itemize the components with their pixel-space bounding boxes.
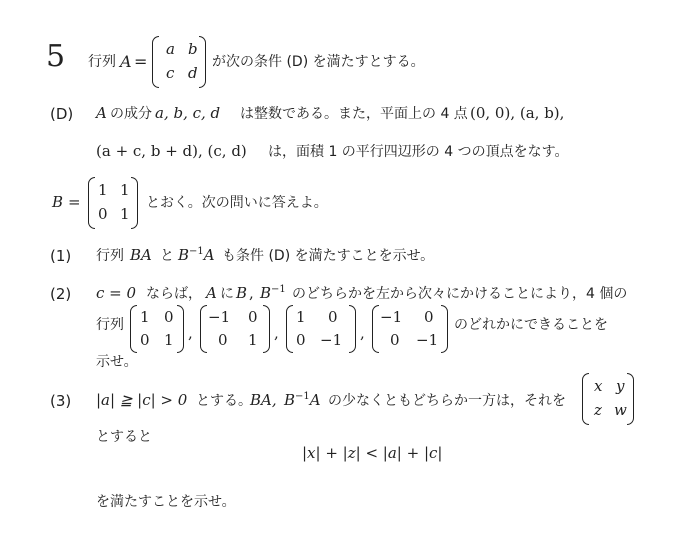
q2-text1: ならば， (146, 286, 202, 302)
matrix-b (88, 177, 138, 229)
q3-binv (284, 393, 321, 408)
matrix-cell: x (594, 377, 603, 395)
q3-text2: の少なくともどちらか一方は，それを (328, 393, 566, 409)
q2-label: (2) (50, 285, 72, 303)
q3-label: (3) (50, 392, 72, 410)
matrix-cell: 1 (140, 308, 150, 326)
intro-matrix-name: A (120, 52, 132, 71)
matrix-cell: 0 (328, 308, 338, 326)
intro-suffix: が次の条件 (D) を満たすとする。 (212, 54, 425, 70)
matrix-comma: , (360, 324, 365, 342)
matrix-cell: 1 (98, 181, 108, 199)
q2-cond: c = 0 (96, 284, 137, 302)
matrix-cell: −1 (320, 331, 343, 349)
q1-binv-tail: A (203, 246, 215, 264)
q2-line3: 示せ。 (96, 354, 138, 370)
matrix-cell: 0 (218, 331, 228, 349)
matrix-cell: 0 (424, 308, 434, 326)
intro-eq: = (134, 52, 148, 71)
right-bracket (627, 373, 634, 425)
matrix-comma: , (188, 324, 193, 342)
left-bracket (88, 177, 95, 229)
matrix-cell: −1 (416, 331, 439, 349)
b-eq: = (68, 193, 81, 211)
matrix-cell: b (188, 40, 198, 58)
q3-text1: とする。 (196, 393, 252, 409)
matrix-cell: 0 (248, 308, 258, 326)
left-bracket (152, 36, 159, 88)
right-bracket (131, 177, 138, 229)
q3-ba: BA, (250, 391, 277, 409)
matrix-option-4 (372, 305, 448, 353)
condition-label: (D) (50, 105, 74, 123)
intro-prefix: 行列 (88, 54, 116, 70)
b-suffix: とおく。次の問いに答えよ。 (146, 195, 328, 211)
q2-binv-sup: −1 (271, 284, 286, 295)
q3-line2: とすると (96, 429, 152, 445)
q1-binv-sup: −1 (189, 246, 204, 257)
q1-label: (1) (50, 247, 72, 265)
right-bracket (441, 305, 448, 353)
matrix-cell: 0 (296, 331, 306, 349)
matrix-cell: 0 (164, 308, 174, 326)
q3-binv-base: B (284, 391, 296, 409)
q2-sep: , (249, 284, 254, 302)
right-bracket (349, 305, 356, 353)
right-bracket (263, 305, 270, 353)
matrix-comma: , (274, 324, 279, 342)
matrix-cell: 1 (296, 308, 306, 326)
matrix-cell: 0 (98, 205, 108, 223)
matrix-option-1 (130, 305, 184, 353)
left-bracket (200, 305, 207, 353)
q1-prefix: 行列 (96, 248, 124, 264)
q3-binv-tail: A (309, 391, 321, 409)
q1-binv-base: B (178, 246, 190, 264)
condition-points-2: (a + c, b + d), (c, d) (96, 142, 247, 160)
q2-text3: のどちらかを左から次々にかけることにより，4 個の (292, 286, 628, 302)
q3-line3: を満たすことを示せ。 (96, 494, 236, 510)
right-bracket (199, 36, 206, 88)
matrix-option-3 (286, 305, 356, 353)
left-bracket (130, 305, 137, 353)
q2-var-b: B (236, 284, 248, 302)
matrix-cell: y (616, 377, 625, 395)
condition-text: の成分 (110, 106, 152, 122)
q2-binv-base: B (260, 284, 272, 302)
matrix-cell: 1 (120, 181, 130, 199)
q2-var-a: A (206, 284, 217, 302)
matrix-cell: c (166, 64, 175, 82)
q2-text2: に (220, 286, 234, 302)
matrix-cell: 0 (140, 331, 150, 349)
matrix-cell: −1 (208, 308, 231, 326)
matrix-cell: 1 (248, 331, 258, 349)
q2-line2-suffix: のどれかにできることを (454, 317, 608, 333)
q1-and: と (160, 248, 174, 264)
matrix-xyzw (582, 373, 634, 425)
b-name: B (52, 193, 64, 211)
matrix-cell: 1 (120, 205, 130, 223)
q2-binv (260, 286, 286, 301)
matrix-cell: z (594, 401, 602, 419)
matrix-cell: a (166, 40, 175, 58)
left-bracket (286, 305, 293, 353)
matrix-cell: d (188, 64, 198, 82)
matrix-cell: w (614, 401, 627, 419)
matrix-cell: 1 (164, 331, 174, 349)
left-bracket (372, 305, 379, 353)
matrix-option-2 (200, 305, 270, 353)
condition-text2: は整数である。また，平面上の 4 点 (240, 106, 468, 122)
q1-suffix: も条件 (D) を満たすことを示せ。 (222, 248, 435, 264)
q1-binv (178, 248, 215, 263)
matrix-a (152, 36, 206, 88)
matrix-cell: 0 (390, 331, 400, 349)
left-bracket (582, 373, 589, 425)
q3-inequality: |x| + |z| < |a| + |c| (302, 444, 443, 462)
condition-text3: は，面積 1 の平行四辺形の 4 つの頂点をなす。 (268, 144, 569, 160)
matrix-cell: −1 (380, 308, 403, 326)
q3-cond: |a| ≧ |c| > 0 (96, 391, 188, 409)
condition-vars: a, b, c, d (155, 104, 221, 122)
problem-number: 5 (46, 39, 66, 74)
condition-points: (0, 0), (a, b), (470, 104, 565, 122)
condition-var-a: A (96, 104, 107, 122)
q3-binv-sup: −1 (295, 391, 310, 402)
right-bracket (177, 305, 184, 353)
q1-ba: BA (130, 246, 152, 264)
q2-line2-prefix: 行列 (96, 317, 124, 333)
